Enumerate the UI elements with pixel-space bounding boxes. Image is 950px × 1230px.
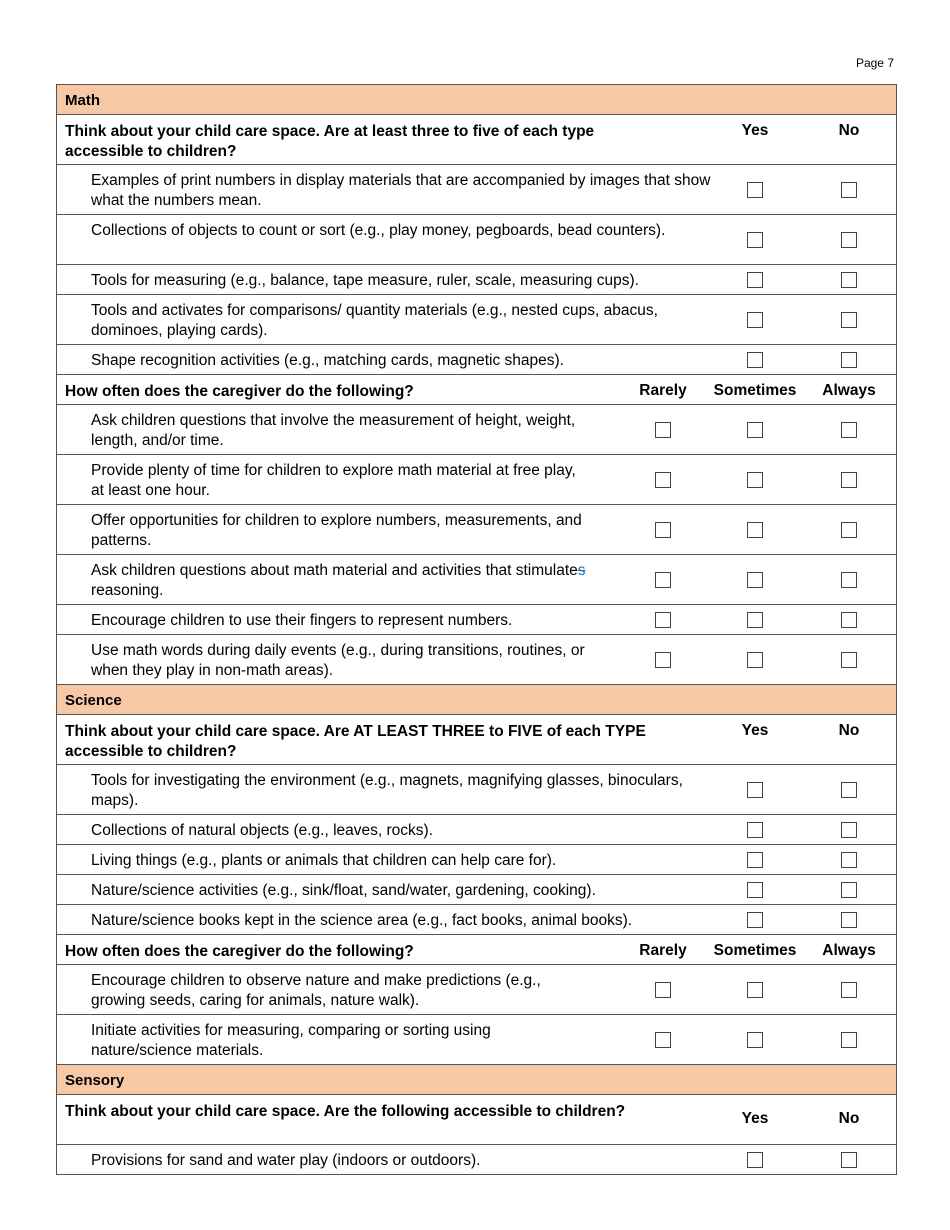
no-checkbox[interactable]: [841, 272, 857, 288]
yes-checkbox[interactable]: [747, 782, 763, 798]
no-checkbox[interactable]: [841, 232, 857, 248]
yes-checkbox[interactable]: [747, 882, 763, 898]
yes-checkbox[interactable]: [747, 312, 763, 328]
rarely-checkbox[interactable]: [655, 652, 671, 668]
no-checkbox[interactable]: [841, 1152, 857, 1168]
item-text: Examples of print numbers in display materials that are accompanied by images that show what the numbers mean.: [91, 172, 711, 209]
rarely-checkbox[interactable]: [655, 522, 671, 538]
item-text: Tools and activates for comparisons/ quantity materials (e.g., nested cups, abacus, dominoes, playing cards).: [91, 302, 658, 339]
no-checkbox[interactable]: [841, 882, 857, 898]
no-checkbox[interactable]: [841, 912, 857, 928]
question-text: Think about your child care space. Are the following accessible to children?: [65, 1103, 626, 1120]
item-text-part: Ask children questions about math material and activities that stimulate: [91, 562, 578, 579]
sometimes-checkbox[interactable]: [747, 982, 763, 998]
always-checkbox[interactable]: [841, 982, 857, 998]
question-header-row: [57, 115, 896, 165]
item-text: Initiate activities for measuring, comparing or sorting using nature/science materials.: [91, 1022, 491, 1059]
checklist-item-row: [57, 505, 896, 555]
item-text: Living things (e.g., plants or animals that children can help care for).: [91, 852, 557, 869]
always-checkbox[interactable]: [841, 522, 857, 538]
item-text: Nature/science books kept in the science area (e.g., fact books, animal books).: [91, 912, 633, 929]
question-text: Think about your child care space. Are at least three to five of each type accessible to children?: [65, 123, 595, 160]
rarely-checkbox[interactable]: [655, 422, 671, 438]
item-text: Tools for investigating the environment (e.g., magnets, magnifying glasses, binoculars, maps).: [91, 772, 683, 809]
rarely-checkbox[interactable]: [655, 572, 671, 588]
yes-checkbox[interactable]: [747, 822, 763, 838]
rarely-checkbox[interactable]: [655, 982, 671, 998]
item-text: Encourage children to use their fingers to represent numbers.: [91, 612, 513, 629]
always-checkbox[interactable]: [841, 1032, 857, 1048]
item-text: Nature/science activities (e.g., sink/float, sand/water, gardening, cooking).: [91, 882, 596, 899]
checklist-item-row: [57, 295, 896, 345]
yes-checkbox[interactable]: [747, 232, 763, 248]
sometimes-checkbox[interactable]: [747, 652, 763, 668]
no-checkbox[interactable]: [841, 822, 857, 838]
question-header-row: [57, 935, 896, 965]
column-header-no: No: [838, 122, 860, 139]
page-number: Page 7: [855, 56, 894, 70]
column-header-no: No: [838, 722, 860, 739]
rarely-checkbox[interactable]: [655, 472, 671, 488]
checklist-item-row: [57, 875, 896, 905]
always-checkbox[interactable]: [841, 652, 857, 668]
item-text: Provide plenty of time for children to explore math material at free play, at least one hour.: [91, 462, 576, 499]
checklist-table: [56, 84, 897, 1175]
yes-checkbox[interactable]: [747, 272, 763, 288]
sometimes-checkbox[interactable]: [747, 422, 763, 438]
column-header-rarely: Rarely: [639, 942, 687, 959]
sometimes-checkbox[interactable]: [747, 612, 763, 628]
question-text: Think about your child care space. Are AT LEAST THREE to FIVE of each TYPE accessible to children?: [65, 723, 646, 760]
item-text: Collections of objects to count or sort (e.g., play money, pegboards, bead counters).: [91, 222, 666, 239]
checklist-item-row: [57, 265, 896, 295]
item-text: Shape recognition activities (e.g., matching cards, magnetic shapes).: [91, 352, 564, 369]
section-header: [57, 85, 896, 115]
checklist-item-row: [57, 605, 896, 635]
no-checkbox[interactable]: [841, 312, 857, 328]
column-header-rarely: Rarely: [639, 382, 687, 399]
yes-checkbox[interactable]: [747, 912, 763, 928]
checklist-item-row: [57, 845, 896, 875]
yes-checkbox[interactable]: [747, 1152, 763, 1168]
always-checkbox[interactable]: [841, 572, 857, 588]
section-header: [57, 685, 896, 715]
no-checkbox[interactable]: [841, 182, 857, 198]
yes-checkbox[interactable]: [747, 352, 763, 368]
question-text: How often does the caregiver do the following?: [65, 383, 414, 400]
item-text: Use math words during daily events (e.g., during transitions, routines, or when they play in non-math areas).: [91, 642, 585, 679]
item-text-part: reasoning.: [91, 582, 164, 599]
question-header-row: [57, 375, 896, 405]
checklist-item-row: [57, 165, 896, 215]
column-header-sometimes: Sometimes: [713, 382, 797, 399]
yes-checkbox[interactable]: [747, 852, 763, 868]
sometimes-checkbox[interactable]: [747, 522, 763, 538]
column-header-no: No: [838, 1110, 860, 1127]
checklist-item-row: [57, 765, 896, 815]
column-header-yes: Yes: [741, 1110, 769, 1127]
checklist-item-row: [57, 635, 896, 685]
section-title: Science: [65, 692, 122, 709]
section-header: [57, 1065, 896, 1095]
section-title: Sensory: [65, 1072, 125, 1089]
checklist-item-row: [57, 555, 896, 605]
rarely-checkbox[interactable]: [655, 1032, 671, 1048]
checklist-item-row: [57, 345, 896, 375]
checklist-item-row: [57, 215, 896, 265]
checklist-item-row: [57, 905, 896, 935]
checklist-item-row: [57, 405, 896, 455]
struck-letter: s: [577, 562, 586, 579]
item-text: [91, 561, 591, 601]
item-text: Tools for measuring (e.g., balance, tape measure, ruler, scale, measuring cups).: [91, 272, 639, 289]
always-checkbox[interactable]: [841, 472, 857, 488]
column-header-yes: Yes: [741, 722, 769, 739]
item-text: Collections of natural objects (e.g., leaves, rocks).: [91, 822, 434, 839]
yes-checkbox[interactable]: [747, 182, 763, 198]
rarely-checkbox[interactable]: [655, 612, 671, 628]
column-header-always: Always: [822, 942, 876, 959]
item-text: Offer opportunities for children to explore numbers, measurements, and patterns.: [91, 512, 582, 549]
always-checkbox[interactable]: [841, 422, 857, 438]
sometimes-checkbox[interactable]: [747, 472, 763, 488]
checklist-item-row: [57, 815, 896, 845]
checklist-item-row: [57, 1015, 896, 1065]
item-text: Provisions for sand and water play (indoors or outdoors).: [91, 1152, 481, 1169]
item-text: Ask children questions that involve the measurement of height, weight, length, and/or time.: [91, 412, 576, 449]
no-checkbox[interactable]: [841, 782, 857, 798]
checklist-item-row: [57, 1145, 896, 1175]
sometimes-checkbox[interactable]: [747, 1032, 763, 1048]
always-checkbox[interactable]: [841, 612, 857, 628]
item-text: Encourage children to observe nature and make predictions (e.g., growing seeds, caring for animals, nature walk).: [91, 972, 541, 1009]
column-header-always: Always: [822, 382, 876, 399]
sometimes-checkbox[interactable]: [747, 572, 763, 588]
question-header-row: [57, 1095, 896, 1145]
checklist-item-row: [57, 965, 896, 1015]
question-header-row: [57, 715, 896, 765]
section-title: Math: [65, 92, 100, 109]
column-header-sometimes: Sometimes: [713, 942, 797, 959]
no-checkbox[interactable]: [841, 852, 857, 868]
question-text: How often does the caregiver do the following?: [65, 943, 414, 960]
no-checkbox[interactable]: [841, 352, 857, 368]
column-header-yes: Yes: [741, 122, 769, 139]
checklist-item-row: [57, 455, 896, 505]
